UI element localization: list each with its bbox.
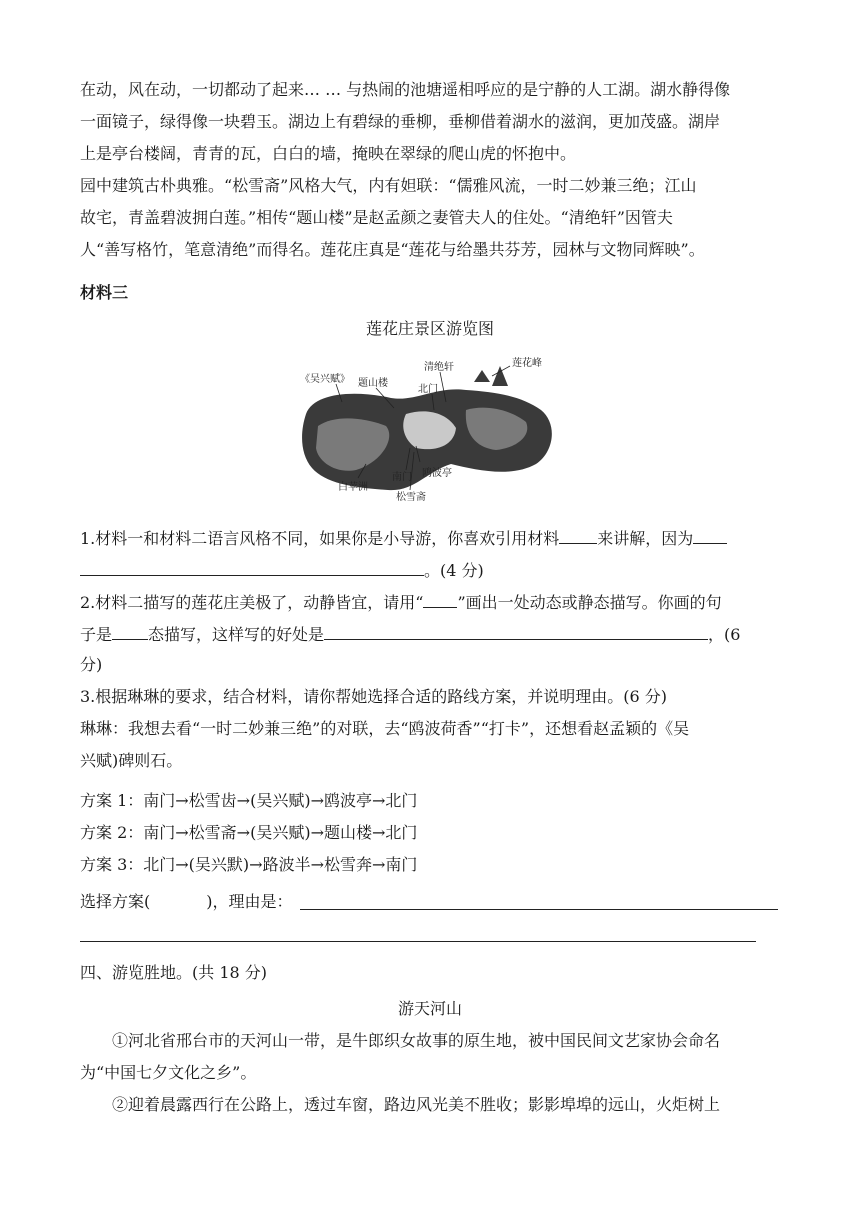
map-illustration xyxy=(296,352,564,502)
map-label-nanmen: 南门 xyxy=(392,472,412,483)
question-2-line2 xyxy=(80,623,780,645)
map-label-qingjuexuan: 清绝轩 xyxy=(424,362,454,373)
question-1-text: 1.材料一和材料二语言风格不同，如果你是小导游，你喜欢引用材料 xyxy=(80,529,560,548)
question-1-text-b: 来讲解，因为 xyxy=(597,529,694,548)
question-2-text: 2.材料二描写的莲花庄美极了，动静皆宜，请用“ xyxy=(80,593,424,612)
question-2-text-b: ”画出一处动态或静态描写。你画的句 xyxy=(457,593,722,612)
answer-blank-type[interactable] xyxy=(112,623,148,640)
essay-paragraph-1-line1: ①河北省邢台市的天河山一带，是牛郎织女故事的原生地，被中国民间文艺家协会命名 xyxy=(112,1031,721,1050)
question-2-text-d: 态描写，这样写的好处是 xyxy=(148,625,325,644)
paragraph-line: 一面镜子，绿得像一块碧玉。湖边上有碧绿的垂柳，垂柳借着湖水的滋润，更加茂盛。湖岸 xyxy=(80,112,721,131)
question-2-text-c: 子是 xyxy=(80,625,113,644)
paragraph-line: 人“善写格竹，笔意清绝”而得名。莲花庄真是“莲花与给墨共芬芳，园林与文物同辉映”。 xyxy=(80,240,705,259)
map-label-baipingzhou: 白苹洲 xyxy=(338,482,368,493)
map-label-songxuezhai: 松雪斋 xyxy=(396,492,426,502)
answer-line-reason[interactable] xyxy=(300,909,778,910)
question-1-score: 。(4 分) xyxy=(424,561,484,580)
linlin-request-line2: 兴赋)碑则石。 xyxy=(80,751,183,770)
answer-blank-reason[interactable] xyxy=(693,527,727,544)
essay-paragraph-1-line2: 为“中国七夕文化之乡”。 xyxy=(80,1063,257,1082)
question-2-line3: 分) xyxy=(80,655,103,674)
paragraph-line: 园中建筑古朴典雅。“松雪斋”风格大气，内有妲联：“儒雅风流，一时二妙兼三绝；江山 xyxy=(80,176,697,195)
map-label-wuxingfu: 《吴兴赋》 xyxy=(300,374,350,385)
question-1-line2 xyxy=(80,559,780,581)
section-heading-material3: 材料三 xyxy=(80,283,129,302)
section-4-heading: 四、游览胜地。(共 18 分) xyxy=(80,963,268,982)
question-2-score: ，(6 xyxy=(708,625,741,644)
lotus-peak-shape xyxy=(492,366,508,386)
answer-blank-reason-cont[interactable] xyxy=(80,559,424,576)
question-3-text: 3.根据琳琳的要求，结合材料，请你帮她选择合适的路线方案，并说明理由。(6 分) xyxy=(80,687,668,706)
answer-blank-material[interactable] xyxy=(559,527,597,544)
reason-label: )，理由是： xyxy=(206,892,293,911)
lotus-peak-shape xyxy=(474,370,490,382)
linlin-request-line1: 琳琳：我想去看“一时二妙兼三绝”的对联，去“鸥波荷香”“打卡”，还想看赵孟颖的《吴 xyxy=(80,719,690,738)
underline-sample xyxy=(423,591,457,608)
plan-1: 方案 1：南门→松雪齿→(吴兴赋)→鸥波亭→北门 xyxy=(80,791,418,810)
question-1-line1 xyxy=(80,527,780,549)
map-label-lianhuafeng: 莲花峰 xyxy=(512,358,542,369)
answer-blank-benefit[interactable] xyxy=(324,623,708,640)
plan-2: 方案 2：南门→松雪斋→(吴兴赋)→题山楼→北门 xyxy=(80,823,418,842)
scenic-area-map xyxy=(296,352,564,502)
map-title: 莲花庄景区游览图 xyxy=(365,319,494,338)
paragraph-line: 在动，风在动，一切都动了起来… … 与热闹的池塘遥相呼应的是宁静的人工湖。湖水静得像 xyxy=(80,80,731,99)
paragraph-line: 上是亭台楼阔，青青的瓦，白白的墙，掩映在翠绿的爬山虎的怀抱中。 xyxy=(80,144,577,163)
essay-paragraph-2-line1: ②迎着晨露西行在公路上，透过车窗，路边风光美不胜收；影影埠埠的远山，火炬树上 xyxy=(112,1095,721,1114)
answer-line-reason-cont[interactable] xyxy=(80,941,756,942)
question-2-line1 xyxy=(80,591,780,613)
choose-plan-label: 选择方案( xyxy=(80,892,151,911)
map-label-tishanlou: 题山楼 xyxy=(358,378,388,389)
plan-3: 方案 3：北门→(吴兴默)→路波半→松雪奔→南门 xyxy=(80,855,418,874)
paragraph-line: 故宅，青盖碧波拥白莲。”相传“题山楼”是赵孟颜之妻管夫人的住处。“清绝轩”因管夫 xyxy=(80,208,673,227)
essay-title: 游天河山 xyxy=(397,999,462,1018)
map-label-beimen: 北门 xyxy=(418,384,438,395)
map-label-oubating: 鸥波亭 xyxy=(422,468,452,479)
